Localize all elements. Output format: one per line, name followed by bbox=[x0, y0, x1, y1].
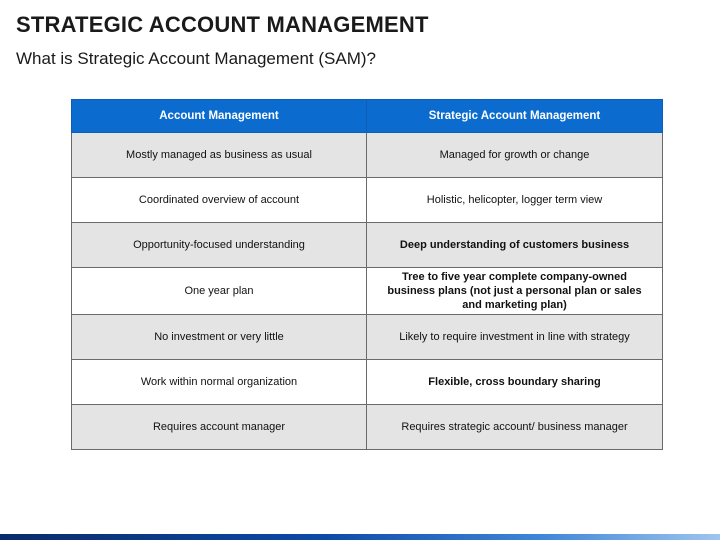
cell-account-management: One year plan bbox=[72, 268, 367, 315]
cell-strategic-account-management: Likely to require investment in line with strategy bbox=[367, 315, 663, 360]
table-row bbox=[72, 178, 663, 223]
table-row bbox=[72, 223, 663, 268]
cell-strategic-account-management: Holistic, helicopter, logger term view bbox=[367, 178, 663, 223]
slide-title: STRATEGIC ACCOUNT MANAGEMENT bbox=[16, 12, 429, 37]
table-header-row bbox=[72, 100, 663, 133]
slide-subtitle: What is Strategic Account Management (SAM)? bbox=[16, 49, 376, 68]
cell-strategic-account-management: Tree to five year complete company-owned business plans (not just a personal plan or sales and marketing plan) bbox=[367, 268, 663, 315]
cell-account-management: Opportunity-focused understanding bbox=[72, 223, 367, 268]
cell-account-management: Coordinated overview of account bbox=[72, 178, 367, 223]
table-row bbox=[72, 268, 663, 315]
table-row bbox=[72, 133, 663, 178]
cell-account-management: Work within normal organization bbox=[72, 360, 367, 405]
cell-strategic-account-management: Requires strategic account/ business manager bbox=[367, 405, 663, 450]
cell-strategic-account-management: Deep understanding of customers business bbox=[367, 223, 663, 268]
cell-strategic-account-management: Managed for growth or change bbox=[367, 133, 663, 178]
footer-accent-bar bbox=[0, 534, 720, 540]
table-row bbox=[72, 360, 663, 405]
cell-strategic-account-management: Flexible, cross boundary sharing bbox=[367, 360, 663, 405]
comparison-table bbox=[71, 99, 663, 450]
table-row bbox=[72, 315, 663, 360]
header-account-management: Account Management bbox=[72, 100, 367, 133]
header-strategic-account-management: Strategic Account Management bbox=[367, 100, 663, 133]
cell-account-management: No investment or very little bbox=[72, 315, 367, 360]
cell-account-management: Requires account manager bbox=[72, 405, 367, 450]
cell-account-management: Mostly managed as business as usual bbox=[72, 133, 367, 178]
table-row bbox=[72, 405, 663, 450]
